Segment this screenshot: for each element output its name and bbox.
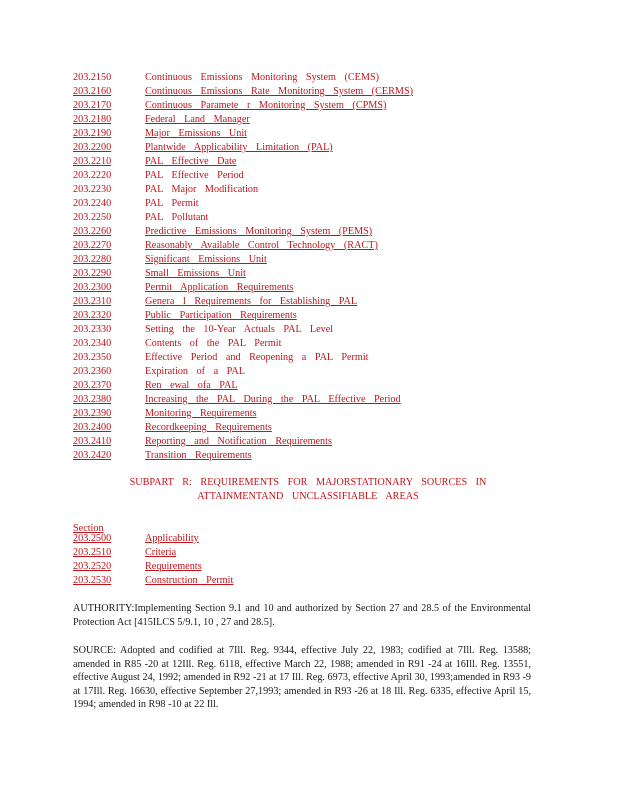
section-number-link[interactable]: 203.2390 (73, 408, 112, 419)
section-number-link[interactable]: 203.2500 (73, 533, 112, 544)
toc-row (73, 183, 543, 197)
section-number-link[interactable]: 203.2200 (73, 142, 112, 153)
toc-row (73, 197, 543, 211)
toc-row (73, 211, 543, 225)
section-number-link[interactable]: 203.2180 (73, 114, 112, 125)
section-number-link[interactable]: 203.2190 (73, 128, 112, 139)
section-title-link[interactable]: Construction Permit (145, 575, 234, 586)
section-title-link[interactable]: Contents of the PAL Permit (145, 338, 282, 349)
section-title-link[interactable]: PAL Permit (145, 198, 199, 209)
section-title-link[interactable]: PAL Major Modification (145, 184, 259, 195)
section-title-link[interactable]: Continuous Paramete r Monitoring System (CPMS) (145, 100, 387, 111)
section-number-link[interactable]: 203.2240 (73, 198, 112, 209)
toc-row (73, 435, 543, 449)
section-number-link[interactable]: 203.2530 (73, 575, 112, 586)
section-number-link[interactable]: 203.2350 (73, 352, 112, 363)
section-title-link[interactable]: Criteria (145, 547, 177, 558)
section-title-link[interactable]: Applicability (145, 533, 199, 544)
toc-row (73, 141, 543, 155)
section-number-link[interactable]: 203.2520 (73, 561, 112, 572)
section-title-link[interactable]: Continuous Emissions Monitoring System (CEMS) (145, 72, 379, 83)
toc-row (73, 309, 543, 323)
table-of-contents (73, 71, 543, 463)
section-number-link[interactable]: 203.2340 (73, 338, 112, 349)
subpart-r-section-list (73, 532, 543, 588)
toc-row (73, 253, 543, 267)
section-number-link[interactable]: 203.2510 (73, 547, 112, 558)
subpart-heading-line2: ATTAINMENTAND UNCLASSIFIABLE AREAS (197, 491, 419, 502)
section-number-link[interactable]: 203.2310 (73, 296, 112, 307)
toc-row (73, 99, 543, 113)
toc-row (73, 323, 543, 337)
section-number-link[interactable]: 203.2260 (73, 226, 112, 237)
toc-row (73, 532, 543, 546)
section-number-link[interactable]: 203.2300 (73, 282, 112, 293)
section-number-link[interactable]: 203.2250 (73, 212, 112, 223)
section-title-link[interactable]: Expiration of a PAL (145, 366, 245, 377)
toc-row (73, 407, 543, 421)
section-number-link[interactable]: 203.2400 (73, 422, 112, 433)
section-number-link[interactable]: 203.2220 (73, 170, 112, 181)
section-title-link[interactable]: Increasing the PAL During the PAL Effective Period (145, 394, 401, 405)
section-title-link[interactable]: Reasonably Available Control Technology (RACT) (145, 240, 378, 251)
toc-row (73, 351, 543, 365)
section-number-link[interactable]: 203.2370 (73, 380, 112, 391)
section-title-link[interactable]: Federal Land Manager (145, 114, 250, 125)
section-number-link[interactable]: 203.2360 (73, 366, 112, 377)
section-title-link[interactable]: Monitoring Requirements (145, 408, 257, 419)
section-number-link[interactable]: 203.2330 (73, 324, 112, 335)
toc-row (73, 85, 543, 99)
section-title-link[interactable]: Small Emissions Unit (145, 268, 246, 279)
section-number-link[interactable]: 203.2410 (73, 436, 112, 447)
toc-row (73, 225, 543, 239)
section-number-link[interactable]: 203.2160 (73, 86, 112, 97)
toc-row (73, 239, 543, 253)
section-title-link[interactable]: Recordkeeping Requirements (145, 422, 272, 433)
toc-row (73, 421, 543, 435)
section-number-link[interactable]: 203.2230 (73, 184, 112, 195)
subpart-heading (73, 476, 543, 504)
toc-row (73, 267, 543, 281)
section-title-link[interactable]: Genera l Requirements for Establishing PAL (145, 296, 358, 307)
section-number-link[interactable]: 203.2380 (73, 394, 112, 405)
section-number-link[interactable]: 203.2290 (73, 268, 112, 279)
section-title-link[interactable]: Predictive Emissions Monitoring System (PEMS) (145, 226, 373, 237)
toc-row (73, 560, 543, 574)
section-heading-link[interactable]: Section (73, 523, 104, 534)
section-title-link[interactable]: Setting the 10-Year Actuals PAL Level (145, 324, 334, 335)
section-number-link[interactable]: 203.2210 (73, 156, 112, 167)
toc-row (73, 169, 543, 183)
section-title-link[interactable]: Significant Emissions Unit (145, 254, 267, 265)
section-title-link[interactable]: Plantwide Applicability Limitation (PAL) (145, 142, 333, 153)
section-number-link[interactable]: 203.2170 (73, 100, 112, 111)
toc-row (73, 71, 543, 85)
toc-row (73, 281, 543, 295)
toc-row (73, 379, 543, 393)
toc-row (73, 574, 543, 588)
section-title-link[interactable]: Requirements (145, 561, 202, 572)
section-title-link[interactable]: Reporting and Notification Requirements (145, 436, 332, 447)
section-title-link[interactable]: Effective Period and Reopening a PAL Permit (145, 352, 369, 363)
authority-paragraph: AUTHORITY:Implementing Section 9.1 and 10 and authorized by Section 27 and 28.5 of the Environmental Protection Act [415ILCS 5/9.1, 10 , 27 and 28.5]. (73, 603, 531, 628)
section-title-link[interactable]: PAL Pollutant (145, 212, 209, 223)
toc-row (73, 113, 543, 127)
section-number-link[interactable]: 203.2280 (73, 254, 112, 265)
toc-row (73, 127, 543, 141)
toc-row (73, 449, 543, 463)
section-title-link[interactable]: Ren ewal ofa PAL (145, 380, 238, 391)
section-title-link[interactable]: Permit Application Requirements (145, 282, 294, 293)
section-title-link[interactable]: Continuous Emissions Rate Monitoring System (CERMS) (145, 86, 414, 97)
section-number-link[interactable]: 203.2270 (73, 240, 112, 251)
toc-row (73, 393, 543, 407)
subpart-r-contents (73, 518, 543, 588)
toc-row (73, 365, 543, 379)
source-paragraph: SOURCE: Adopted and codified at 7Ill. Reg. 9344, effective July 22, 1983; codified at 7Ill. Reg. 13588; amended in R85 -20 at 12Ill. Reg. 6118, effective March 22, 1988; amended in R91 -24 at 16Ill. Reg. 13551, effective August 24, 1992; amended in R92 -21 at 17 Ill. Reg. 6973, effective April 30, 1993;amended in R93 -9 at 17Ill. Reg. 16630, effective September 27,1993; amended in R93 -26 at 18 Ill. Reg. 6335, effective April 15, 1994; amended in R98 -10 at 22 Ill. (73, 645, 531, 711)
section-title-link[interactable]: PAL Effective Period (145, 170, 244, 181)
section-title-link[interactable]: Public Participation Requirements (145, 310, 297, 321)
section-number-link[interactable]: 203.2420 (73, 450, 112, 461)
subpart-heading-line1: SUBPART R: REQUIREMENTS FOR MAJORSTATIONARY SOURCES IN (129, 477, 487, 488)
toc-row (73, 295, 543, 309)
toc-row (73, 337, 543, 351)
section-title-link[interactable]: PAL Effective Date (145, 156, 237, 167)
toc-row (73, 155, 543, 169)
section-title-link[interactable]: Transition Requirements (145, 450, 252, 461)
section-number-link[interactable]: 203.2320 (73, 310, 112, 321)
section-number-link[interactable]: 203.2150 (73, 72, 112, 83)
toc-row (73, 546, 543, 560)
section-title-link[interactable]: Major Emissions Unit (145, 128, 247, 139)
